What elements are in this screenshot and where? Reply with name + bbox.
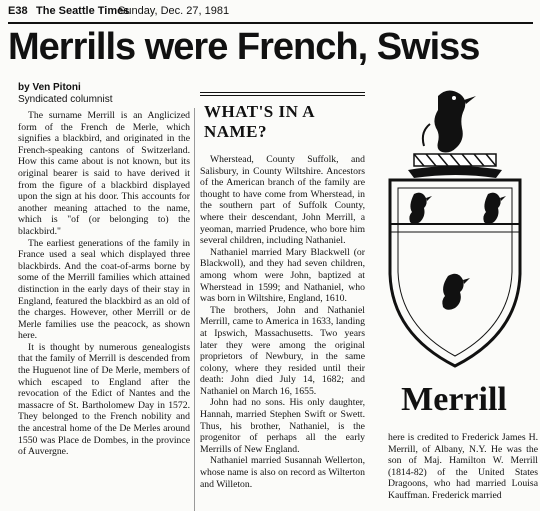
- headline: Merrills were French, Swiss: [8, 26, 480, 68]
- masthead: [8, 2, 533, 24]
- paragraph: here is credited to Frederick James H. Merrill, of Albany, N.Y. He was the son of Maj. Hamilton W. Merrill (1814-82) of the United States Dragoons, who had married Louisa Kauffman. Frederick married: [388, 432, 538, 501]
- shield: [390, 180, 520, 366]
- author-role: Syndicated columnist: [18, 94, 113, 105]
- paragraph: Nathaniel married Mary Blackwell (or Blackwoll), and they had seven children, among whom were John, baptized at Wherstead in 1599; and Nathaniel, who was born in Wiltshire, England, 1610.: [200, 246, 365, 305]
- wreath: [414, 154, 496, 166]
- paragraph: The brothers, John and Nathaniel Merrill, came to America in 1633, landing at Ipswich, Massachusetts. Two years later they were among the original proprietors of Newbury, in the same colony, where they resided until their death: John died July 14, 1682; and Nathaniel on March 16, 1655.: [200, 304, 365, 397]
- newspaper-name: The Seattle Times: [36, 5, 130, 17]
- crest-name: Merrill: [401, 381, 507, 418]
- article-column-1: [18, 110, 190, 511]
- author-name: by Ven Pitoni: [18, 82, 81, 93]
- sidebar-heading-box: [200, 92, 365, 148]
- paragraph: Wherstead, County Suffolk, and Salisbury, in County Wiltshire. Ancestors of the American branch of the family are thought to have come from Wherstead, in the southern part of Suffolk County, where their descendant, John Merrill, a yeoman, married Prudence, who bore him several children, including Nathaniel.: [200, 154, 365, 247]
- coat-of-arms: [368, 84, 540, 432]
- crest-bird-icon: [423, 90, 476, 152]
- double-rule: [200, 92, 365, 96]
- paragraph: The earliest generations of the family in France used a seal which displayed three blackbirds. And the coat-of-arms borne by some of the Merrill families which attained distinction in the early days of their stay in England, featured the blackbird as an old of the charges. However, other Merrill or de Merle families use the peacock, as shown here.: [18, 237, 190, 342]
- article-column-2: [200, 154, 365, 511]
- paragraph: The surname Merrill is an Anglicized form of the French de Merle, which signifies a blackbird, and originated in the French-speaking cantons of Switzerland. How this came about is not known, but its original bearer is said to have derived it from the figure of a blackbird displayed upon the sign at his door. This accounts for another meaning attached to the name, which is "of (or belonging to) the blackbird.": [18, 110, 190, 237]
- paragraph: Nathaniel married Susannah Wellerton, whose name is also on record as Wilterton and Willeton.: [200, 455, 365, 490]
- paragraph: It is thought by numerous genealogists that the family of Merrill is descended from the Huguenot line of De Merle, members of which escaped to England after the revocation of the Edict of Nantes and the massacre of St. Bartholomew Day in 1572. They belonged to the French nobility and the ancestral home of the De Merles around 1550 was Place de Dombes, in the province of Auvergne.: [18, 341, 190, 458]
- mantling: [408, 166, 502, 178]
- page-number: E38: [8, 5, 28, 17]
- byline: [18, 82, 113, 106]
- sidebar-title: WHAT'S IN A NAME?: [204, 102, 315, 141]
- issue-date: Sunday, Dec. 27, 1981: [118, 5, 230, 17]
- column-divider: [194, 108, 195, 511]
- paragraph: John had no sons. His only daughter, Hannah, married Stephen Swift or Swett. Thus, his brother, Nathaniel, is the progenitor of perhaps all the early Merrills of New England.: [200, 397, 365, 455]
- article-column-3: [388, 432, 538, 511]
